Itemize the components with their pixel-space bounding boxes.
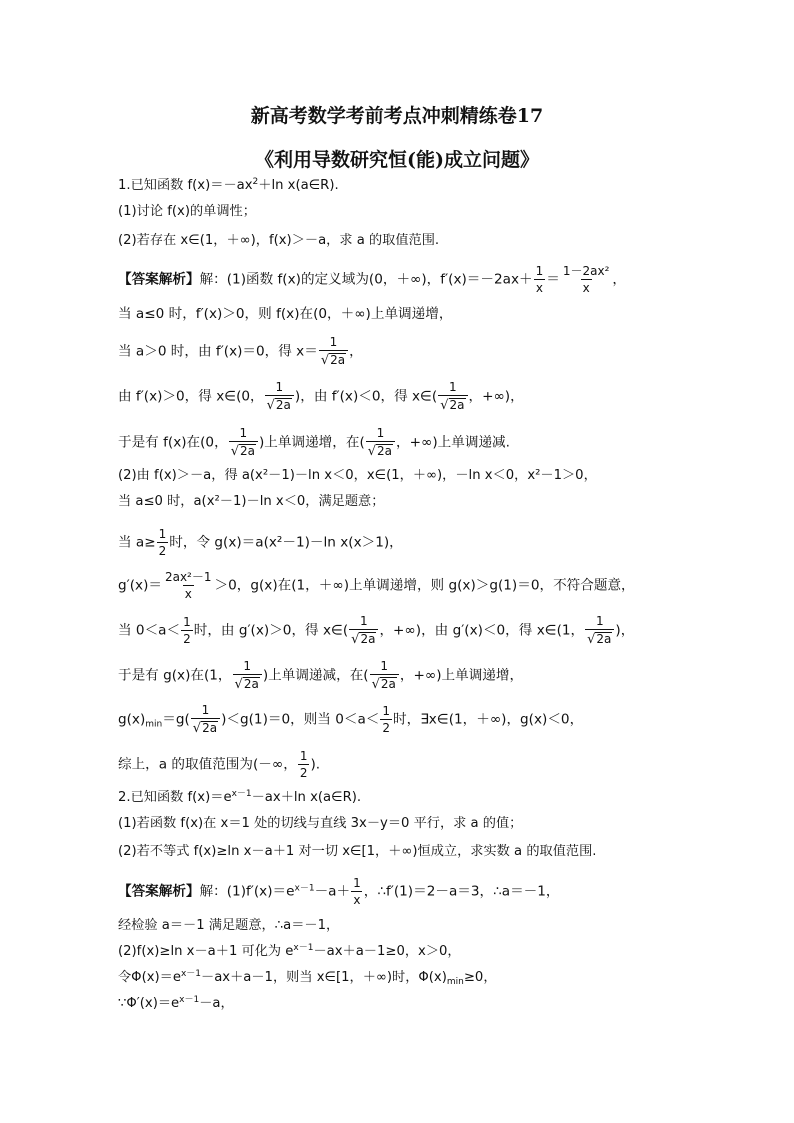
solution-1-line-13: 综上，a 的取值范围为(－∞， $\frac{1}{2}$ ).	[118, 749, 321, 780]
problem-1-question-2: (2)若存在 x∈(1，＋∞)，f(x)＞－a，求 a 的取值范围.	[118, 233, 440, 248]
solution-1-line-5: 于是有 f(x)在(0， 1 √ 2a )上单调递增，在( 1 √ 2a ，+∞)上单调递减.	[118, 426, 510, 459]
solution-1-line-4: 由 f′(x)＞0，得 x∈(0， 1 √ 2a )，由 f′(x)＜0，得 x∈( 1 √ 2a ，+∞)，	[118, 380, 524, 413]
fraction: $\frac{1}{x}$	[353, 876, 361, 907]
solution-2-line-1: 【答案解析】解：$(1)f'(x)=e^{x-1}-a+$ $\frac{1}{x}$ ，∴f′(1)＝2－a＝3，∴a＝－1，	[118, 876, 560, 907]
fraction: 1 √ 2a	[233, 660, 262, 691]
problem-2-stem: 2.已知函数 $f(x)=e^{x-1}-ax+\ln$ x(a∈R).	[118, 789, 362, 805]
page-title: 新高考数学考前考点冲刺精练卷17	[250, 105, 544, 127]
fraction: $\frac{1}{2}$	[299, 749, 308, 780]
solution-1-line-12: $g(x)_{min}=g$( 1 √ 2a )＜g(1)＝0，则当 0＜a＜ $\frac{1}{2}$ 时，∃x∈(1，＋∞)，g(x)＜0，	[118, 703, 584, 736]
fraction: 1 √ 2a	[438, 381, 467, 412]
fraction: $\frac{\text{2ax²－1}}{x}$	[164, 570, 212, 601]
fraction: 1 √ 2a	[349, 615, 378, 646]
solution-1-line-3: 当 a＞0 时，由 f′(x)＝0，得 x＝ 1 √ 2a ，	[118, 335, 363, 368]
solution-1-line-11: 于是有 g(x)在(1， 1 √ 2a )上单调递减，在( 1 √ 2a ，+∞)上单调递增，	[118, 659, 524, 692]
page-subtitle: 《利用导数研究恒(能)成立问题》	[255, 149, 539, 171]
fraction: $\frac{1}{2}$	[183, 614, 191, 646]
solution-2-line-4: 令$\Phi(x)=e^{x-1}-ax+a-1$，则当 x∈[1，＋∞)时，$\Phi(x)_{min}\ge 0$，	[118, 969, 497, 987]
fraction: $\frac{\text{1－2ax²}}{x}$	[562, 264, 610, 295]
fraction: 1 √ 2a	[585, 615, 614, 646]
fraction: 1 √ 2a	[229, 427, 258, 458]
fraction: 1 √ 2a	[319, 336, 348, 367]
answer-label: 【答案解析】	[118, 883, 200, 900]
fraction: 1 √ 2a	[370, 660, 399, 691]
solution-2-line-2: 经检验 a＝－1 满足题意，∴a＝－1，	[118, 918, 340, 933]
solution-1-line-8: 当 a≥ $\frac{1}{2}$ 时，令 g(x)＝a(x²－1)－ln x(x＞1)，	[118, 527, 403, 558]
solution-1-line-10: 当 0＜a＜ $\frac{1}{2}$ 时，由 g′(x)＞0，得 x∈( 1 √ 2a ，+∞)，由 g′(x)＜0，得 x∈(1， 1 √ 2a )，	[118, 614, 635, 647]
solution-2-line-5: $\because\Phi'(x)=e^{x-1}-a$，	[118, 995, 234, 1011]
solution-1-line-6: (2)由 f(x)＞－a，得 a(x²－1)－ln x＜0，x∈(1，＋∞)，－ln x＜0，x²－1＞0，	[118, 468, 597, 483]
fraction: 1 √ 2a	[366, 427, 395, 458]
fraction: 1 √ 2a	[265, 381, 294, 412]
problem-1-question-1: (1)讨论 f(x)的单调性；	[118, 204, 256, 219]
fraction: $\frac{1}{2}$	[158, 527, 167, 558]
answer-label: 【答案解析】	[118, 271, 200, 288]
fraction: 1 √ 2a	[191, 704, 220, 735]
solution-2-line-3: (2)f(x)≥ln x－a＋1 可化为 $e^{x-1}-ax+a-1\ge 0$，x＞0，	[118, 943, 461, 959]
solution-1-line-2: 当 a≤0 时，f′(x)＞0，则 f(x)在(0，＋∞)上单调递增，	[118, 306, 453, 322]
solution-1-line-1: 【答案解析】解：(1)函数 f(x)的定义域为(0，＋∞)，f′(x)＝－2ax＋ $\frac{1}{x}$ ＝ $\frac{\text{1－2ax²}}{x}$ ，	[118, 264, 626, 295]
problem-2-question-1: (1)若函数 f(x)在 x＝1 处的切线与直线 3x－y＝0 平行，求 a 的值；	[118, 816, 523, 831]
problem-1-stem: 1.已知函数 $f(x)=-ax^2+\ln$ x(a∈R).	[118, 177, 339, 193]
solution-1-line-7: 当 a≤0 时，a(x²－1)－ln x＜0，满足题意；	[118, 494, 385, 509]
fraction: $\frac{1}{x}$	[535, 264, 544, 295]
fraction: $\frac{1}{2}$	[382, 703, 391, 735]
solution-1-line-9: g′(x)＝ $\frac{\text{2ax²－1}}{x}$ ＞0，g(x)在(1，＋∞)上单调递增，则 g(x)＞g(1)＝0，不符合题意，	[118, 570, 635, 601]
problem-2-question-2: (2)若不等式 f(x)≥ln x－a＋1 对一切 x∈[1，＋∞)恒成立，求实数 a 的取值范围.	[118, 844, 597, 859]
